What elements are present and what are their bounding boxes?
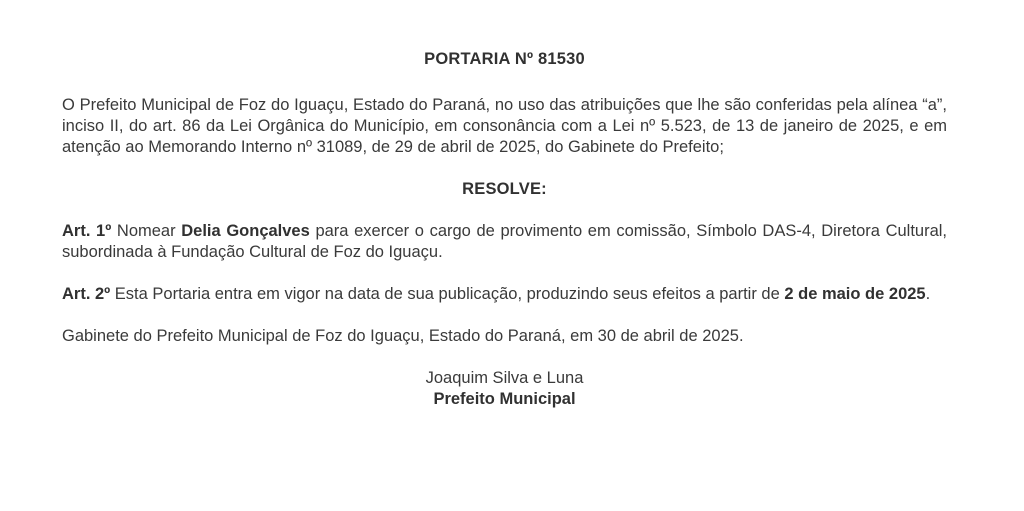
portaria-title: PORTARIA Nº 81530 [424, 50, 585, 68]
signature-block [62, 368, 947, 410]
article-1-pre-name-text: Nomear [111, 222, 182, 240]
ordinance-document [62, 0, 947, 410]
signature-name: Joaquim Silva e Luna [425, 369, 584, 387]
article-2-body-text: Esta Portaria entra em vigor na data de sua publicação, produzindo seus efeitos a partir de [110, 285, 785, 303]
resolve-heading: RESOLVE: [462, 180, 547, 198]
article-2-terminator: . [925, 285, 931, 303]
preamble-paragraph: O Prefeito Municipal de Foz do Iguaçu, Estado do Paraná, no uso das atribuições que lhe são conferidas pela alínea “a”, inciso II, do art. 86 da Lei Orgânica do Município, em consonância com a Lei nº 5.523, de 13 de janeiro de 2025, e em atenção ao Memorando Interno nº 31089, de 29 de abril de 2025, do Gabinete do Prefeito; [62, 96, 947, 156]
article-1-body-text: para exercer o cargo de provimento em comissão, Símbolo DAS-4, Diretora Cultural, subordinada à Fundação Cultural de Foz do Iguaçu. [62, 222, 948, 261]
effective-date: 2 de maio de 2025 [784, 285, 926, 303]
article-1-label: Art. 1º [62, 222, 112, 240]
closing-paragraph: Gabinete do Prefeito Municipal de Foz do Iguaçu, Estado do Paraná, em 30 de abril de 2025. [62, 327, 744, 345]
article-2-paragraph [62, 284, 947, 305]
article-2-label: Art. 2º [62, 285, 111, 303]
appointee-name: Delia Gonçalves [181, 222, 310, 240]
signature-role: Prefeito Municipal [433, 390, 576, 408]
article-1-paragraph [62, 221, 947, 263]
